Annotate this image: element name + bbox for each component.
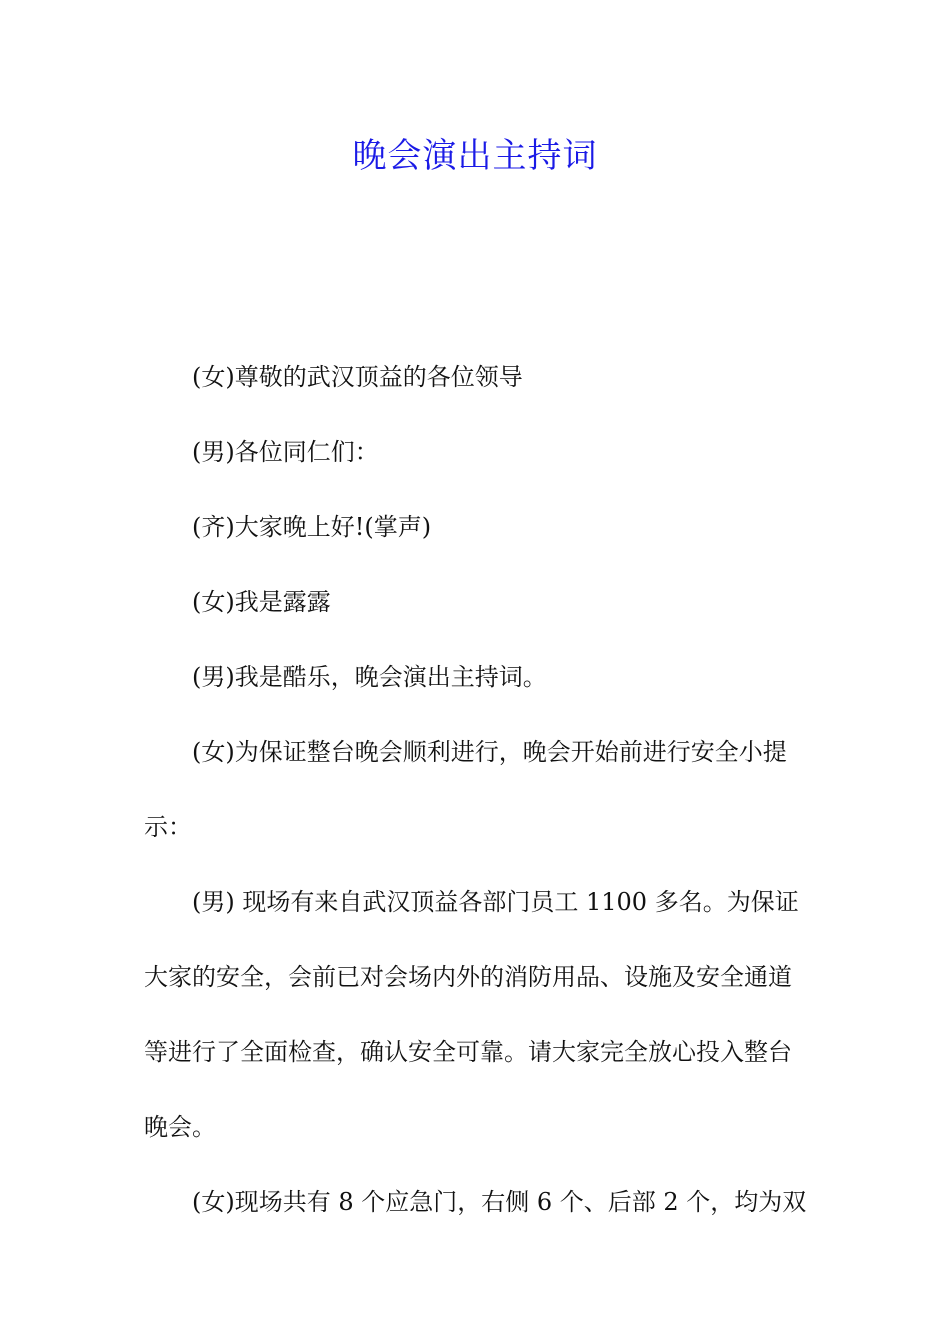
paragraph-8: (女)现场共有 8 个应急门，右侧 6 个、后部 2 个，均为双 xyxy=(192,1188,807,1216)
paragraph-4: (女)我是露露 xyxy=(192,588,331,616)
paragraph-2: (男)各位同仁们： xyxy=(192,438,379,466)
document-body xyxy=(144,340,808,1240)
paragraph-7: (男) 现场有来自武汉顶益各部门员工 1100 多名。为保证大家的安全，会前已对会场内外的消防用品、设施及安全通道等进行了全面检查，确认安全可靠。请大家完全放心投入整台晚会。 xyxy=(144,888,799,1141)
paragraph-5: (男)我是酷乐，晚会演出主持词。 xyxy=(192,663,547,691)
paragraph-1: (女)尊敬的武汉顶益的各位领导 xyxy=(192,363,523,391)
paragraph-3: (齐)大家晚上好!(掌声) xyxy=(192,513,432,541)
document-title: 晚会演出主持词 xyxy=(352,136,598,176)
paragraph-6: (女)为保证整台晚会顺利进行，晚会开始前进行安全小提示： xyxy=(144,738,787,841)
